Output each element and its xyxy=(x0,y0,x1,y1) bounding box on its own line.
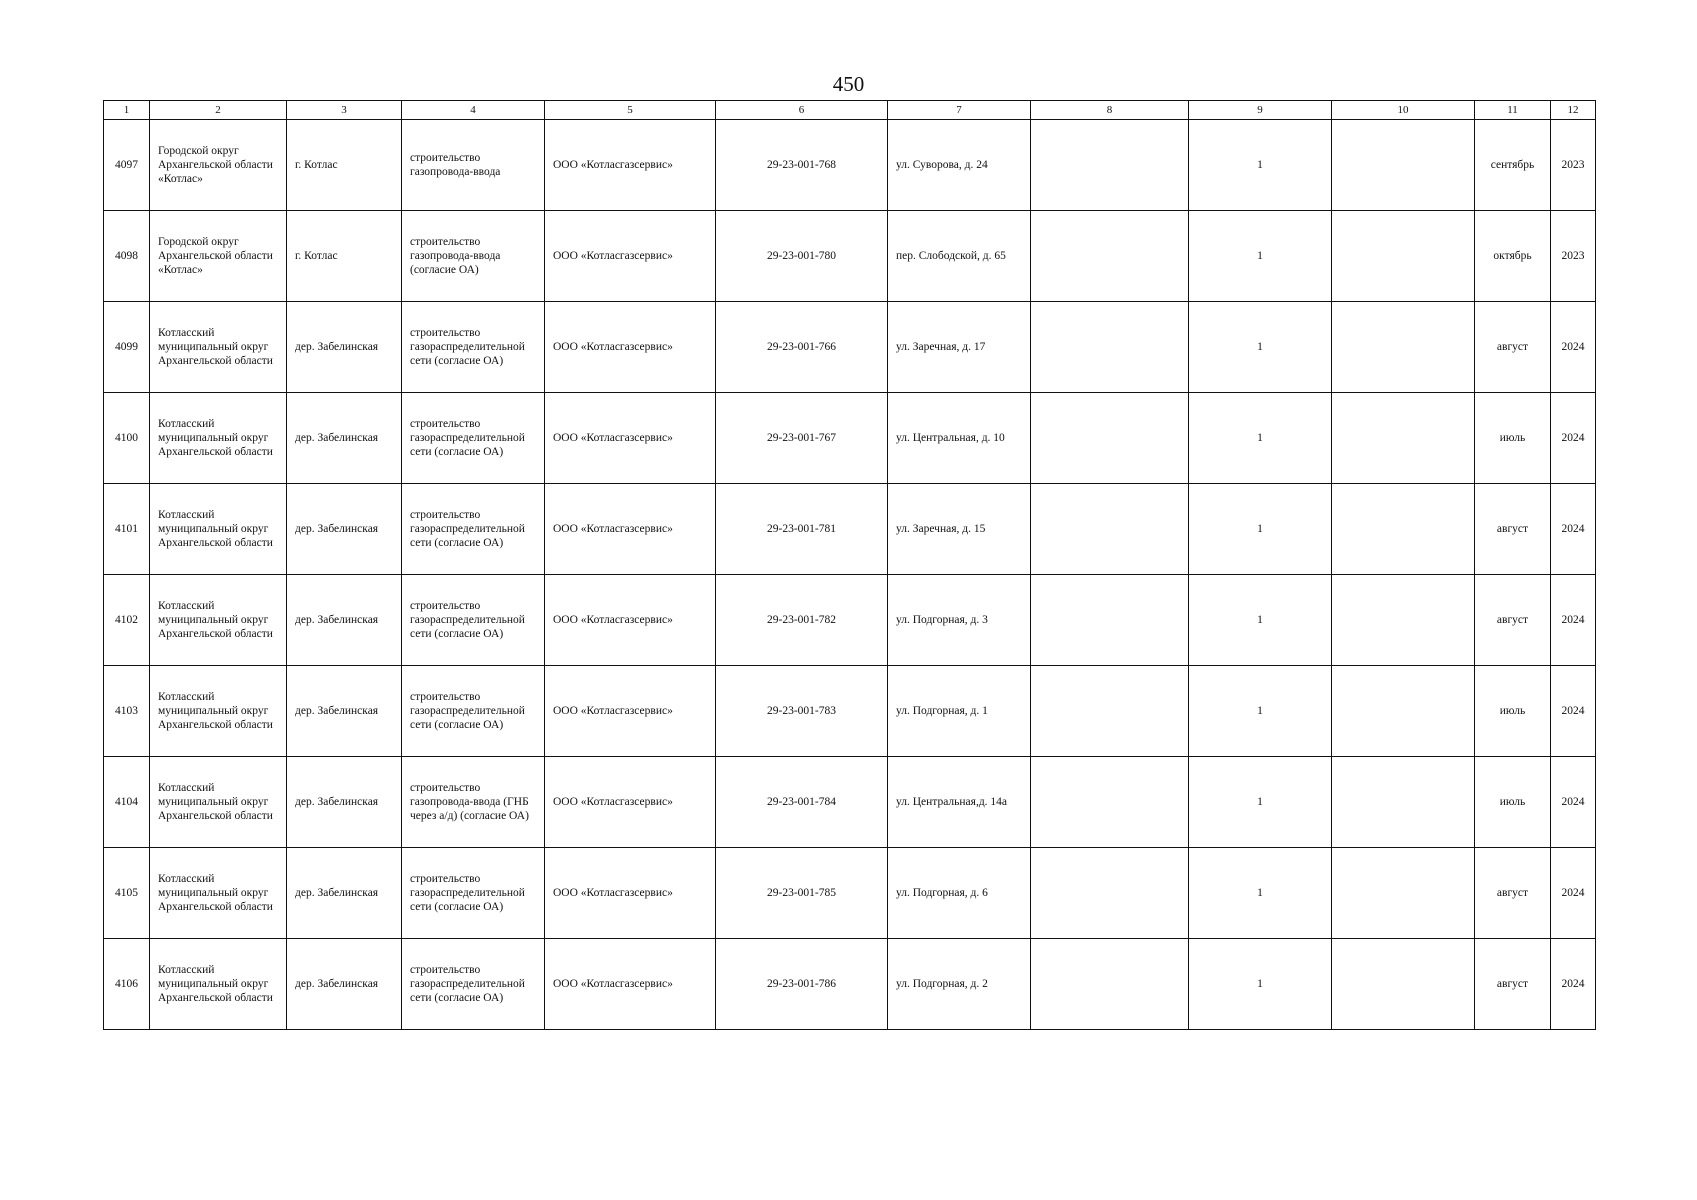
locality-cell: дер. Забелинская xyxy=(287,393,402,484)
organization-cell: ООО «Котласгазсервис» xyxy=(545,939,716,1030)
month-cell: июль xyxy=(1475,393,1551,484)
locality-cell: дер. Забелинская xyxy=(287,757,402,848)
locality-cell: дер. Забелинская xyxy=(287,302,402,393)
column-number-6: 6 xyxy=(716,101,888,120)
month-cell: август xyxy=(1475,484,1551,575)
column-8-cell xyxy=(1031,848,1189,939)
address-cell: ул. Подгорная, д. 1 xyxy=(888,666,1031,757)
year-cell: 2024 xyxy=(1551,939,1596,1030)
column-number-5: 5 xyxy=(545,101,716,120)
year-cell: 2023 xyxy=(1551,120,1596,211)
year-cell: 2024 xyxy=(1551,848,1596,939)
address-cell: ул. Подгорная, д. 6 xyxy=(888,848,1031,939)
organization-cell: ООО «Котласгазсервис» xyxy=(545,848,716,939)
column-10-cell xyxy=(1332,666,1475,757)
organization-cell: ООО «Котласгазсервис» xyxy=(545,393,716,484)
organization-cell: ООО «Котласгазсервис» xyxy=(545,211,716,302)
locality-cell: дер. Забелинская xyxy=(287,666,402,757)
work-type-cell: строительство газораспределительной сети (согласие ОА) xyxy=(402,393,545,484)
year-cell: 2024 xyxy=(1551,484,1596,575)
record-number: 4106 xyxy=(104,939,150,1030)
column-number-3: 3 xyxy=(287,101,402,120)
table-body xyxy=(104,120,1596,1030)
year-cell: 2024 xyxy=(1551,757,1596,848)
object-code-cell: 29-23-001-782 xyxy=(716,575,888,666)
work-type-cell: строительство газораспределительной сети (согласие ОА) xyxy=(402,666,545,757)
column-10-cell xyxy=(1332,575,1475,666)
organization-cell: ООО «Котласгазсервис» xyxy=(545,757,716,848)
column-10-cell xyxy=(1332,393,1475,484)
district-cell: Котласский муниципальный округ Архангельской области xyxy=(150,575,287,666)
column-8-cell xyxy=(1031,757,1189,848)
locality-cell: дер. Забелинская xyxy=(287,575,402,666)
column-number-1: 1 xyxy=(104,101,150,120)
column-number-12: 12 xyxy=(1551,101,1596,120)
table-row xyxy=(104,666,1596,757)
count-cell: 1 xyxy=(1189,393,1332,484)
object-code-cell: 29-23-001-785 xyxy=(716,848,888,939)
column-10-cell xyxy=(1332,848,1475,939)
record-number: 4101 xyxy=(104,484,150,575)
year-cell: 2024 xyxy=(1551,575,1596,666)
object-code-cell: 29-23-001-767 xyxy=(716,393,888,484)
record-number: 4097 xyxy=(104,120,150,211)
column-number-2: 2 xyxy=(150,101,287,120)
month-cell: август xyxy=(1475,848,1551,939)
month-cell: июль xyxy=(1475,757,1551,848)
column-number-8: 8 xyxy=(1031,101,1189,120)
column-10-cell xyxy=(1332,120,1475,211)
record-number: 4099 xyxy=(104,302,150,393)
record-number: 4100 xyxy=(104,393,150,484)
register-table xyxy=(103,100,1596,1030)
record-number: 4104 xyxy=(104,757,150,848)
object-code-cell: 29-23-001-766 xyxy=(716,302,888,393)
count-cell: 1 xyxy=(1189,211,1332,302)
column-number-11: 11 xyxy=(1475,101,1551,120)
count-cell: 1 xyxy=(1189,302,1332,393)
column-10-cell xyxy=(1332,302,1475,393)
object-code-cell: 29-23-001-784 xyxy=(716,757,888,848)
object-code-cell: 29-23-001-780 xyxy=(716,211,888,302)
column-8-cell xyxy=(1031,575,1189,666)
address-cell: ул. Заречная, д. 15 xyxy=(888,484,1031,575)
object-code-cell: 29-23-001-768 xyxy=(716,120,888,211)
district-cell: Котласский муниципальный округ Архангельской области xyxy=(150,757,287,848)
page-number: 450 xyxy=(832,72,865,96)
address-cell: ул. Суворова, д. 24 xyxy=(888,120,1031,211)
district-cell: Котласский муниципальный округ Архангельской области xyxy=(150,939,287,1030)
district-cell: Котласский муниципальный округ Архангельской области xyxy=(150,393,287,484)
table-row xyxy=(104,757,1596,848)
year-cell: 2024 xyxy=(1551,666,1596,757)
address-cell: ул. Подгорная, д. 2 xyxy=(888,939,1031,1030)
count-cell: 1 xyxy=(1189,575,1332,666)
year-cell: 2023 xyxy=(1551,211,1596,302)
column-10-cell xyxy=(1332,211,1475,302)
table-row xyxy=(104,393,1596,484)
table-row xyxy=(104,211,1596,302)
record-number: 4105 xyxy=(104,848,150,939)
count-cell: 1 xyxy=(1189,848,1332,939)
column-number-7: 7 xyxy=(888,101,1031,120)
address-cell: ул. Заречная, д. 17 xyxy=(888,302,1031,393)
locality-cell: г. Котлас xyxy=(287,211,402,302)
column-10-cell xyxy=(1332,484,1475,575)
count-cell: 1 xyxy=(1189,666,1332,757)
count-cell: 1 xyxy=(1189,757,1332,848)
address-cell: пер. Слободской, д. 65 xyxy=(888,211,1031,302)
object-code-cell: 29-23-001-786 xyxy=(716,939,888,1030)
month-cell: октябрь xyxy=(1475,211,1551,302)
work-type-cell: строительство газораспределительной сети (согласие ОА) xyxy=(402,302,545,393)
district-cell: Котласский муниципальный округ Архангельской области xyxy=(150,666,287,757)
address-cell: ул. Подгорная, д. 3 xyxy=(888,575,1031,666)
column-8-cell xyxy=(1031,484,1189,575)
record-number: 4098 xyxy=(104,211,150,302)
table-row xyxy=(104,120,1596,211)
column-number-row xyxy=(104,101,1596,120)
district-cell: Котласский муниципальный округ Архангельской области xyxy=(150,848,287,939)
count-cell: 1 xyxy=(1189,939,1332,1030)
count-cell: 1 xyxy=(1189,120,1332,211)
record-number: 4103 xyxy=(104,666,150,757)
column-8-cell xyxy=(1031,120,1189,211)
count-cell: 1 xyxy=(1189,484,1332,575)
district-cell: Котласский муниципальный округ Архангельской области xyxy=(150,484,287,575)
work-type-cell: строительство газораспределительной сети (согласие ОА) xyxy=(402,484,545,575)
column-number-10: 10 xyxy=(1332,101,1475,120)
locality-cell: г. Котлас xyxy=(287,120,402,211)
work-type-cell: строительство газораспределительной сети (согласие ОА) xyxy=(402,575,545,666)
year-cell: 2024 xyxy=(1551,302,1596,393)
column-8-cell xyxy=(1031,939,1189,1030)
column-8-cell xyxy=(1031,393,1189,484)
organization-cell: ООО «Котласгазсервис» xyxy=(545,302,716,393)
month-cell: август xyxy=(1475,939,1551,1030)
month-cell: сентябрь xyxy=(1475,120,1551,211)
table-row xyxy=(104,939,1596,1030)
address-cell: ул. Центральная,д. 14а xyxy=(888,757,1031,848)
work-type-cell: строительство газораспределительной сети (согласие ОА) xyxy=(402,939,545,1030)
district-cell: Котласский муниципальный округ Архангельской области xyxy=(150,302,287,393)
column-8-cell xyxy=(1031,211,1189,302)
year-cell: 2024 xyxy=(1551,393,1596,484)
locality-cell: дер. Забелинская xyxy=(287,484,402,575)
district-cell: Городской округ Архангельской области «Котлас» xyxy=(150,120,287,211)
month-cell: август xyxy=(1475,302,1551,393)
record-number: 4102 xyxy=(104,575,150,666)
organization-cell: ООО «Котласгазсервис» xyxy=(545,666,716,757)
table-row xyxy=(104,848,1596,939)
object-code-cell: 29-23-001-781 xyxy=(716,484,888,575)
organization-cell: ООО «Котласгазсервис» xyxy=(545,120,716,211)
organization-cell: ООО «Котласгазсервис» xyxy=(545,484,716,575)
work-type-cell: строительство газораспределительной сети (согласие ОА) xyxy=(402,848,545,939)
column-8-cell xyxy=(1031,666,1189,757)
table-row xyxy=(104,575,1596,666)
work-type-cell: строительство газопровода-ввода xyxy=(402,120,545,211)
column-number-4: 4 xyxy=(402,101,545,120)
column-10-cell xyxy=(1332,939,1475,1030)
month-cell: июль xyxy=(1475,666,1551,757)
column-8-cell xyxy=(1031,302,1189,393)
work-type-cell: строительство газопровода-ввода (ГНБ через а/д) (согласие ОА) xyxy=(402,757,545,848)
district-cell: Городской округ Архангельской области «Котлас» xyxy=(150,211,287,302)
locality-cell: дер. Забелинская xyxy=(287,939,402,1030)
column-number-9: 9 xyxy=(1189,101,1332,120)
table-row xyxy=(104,302,1596,393)
address-cell: ул. Центральная, д. 10 xyxy=(888,393,1031,484)
column-10-cell xyxy=(1332,757,1475,848)
month-cell: август xyxy=(1475,575,1551,666)
table-row xyxy=(104,484,1596,575)
work-type-cell: строительство газопровода-ввода (согласие ОА) xyxy=(402,211,545,302)
organization-cell: ООО «Котласгазсервис» xyxy=(545,575,716,666)
object-code-cell: 29-23-001-783 xyxy=(716,666,888,757)
locality-cell: дер. Забелинская xyxy=(287,848,402,939)
